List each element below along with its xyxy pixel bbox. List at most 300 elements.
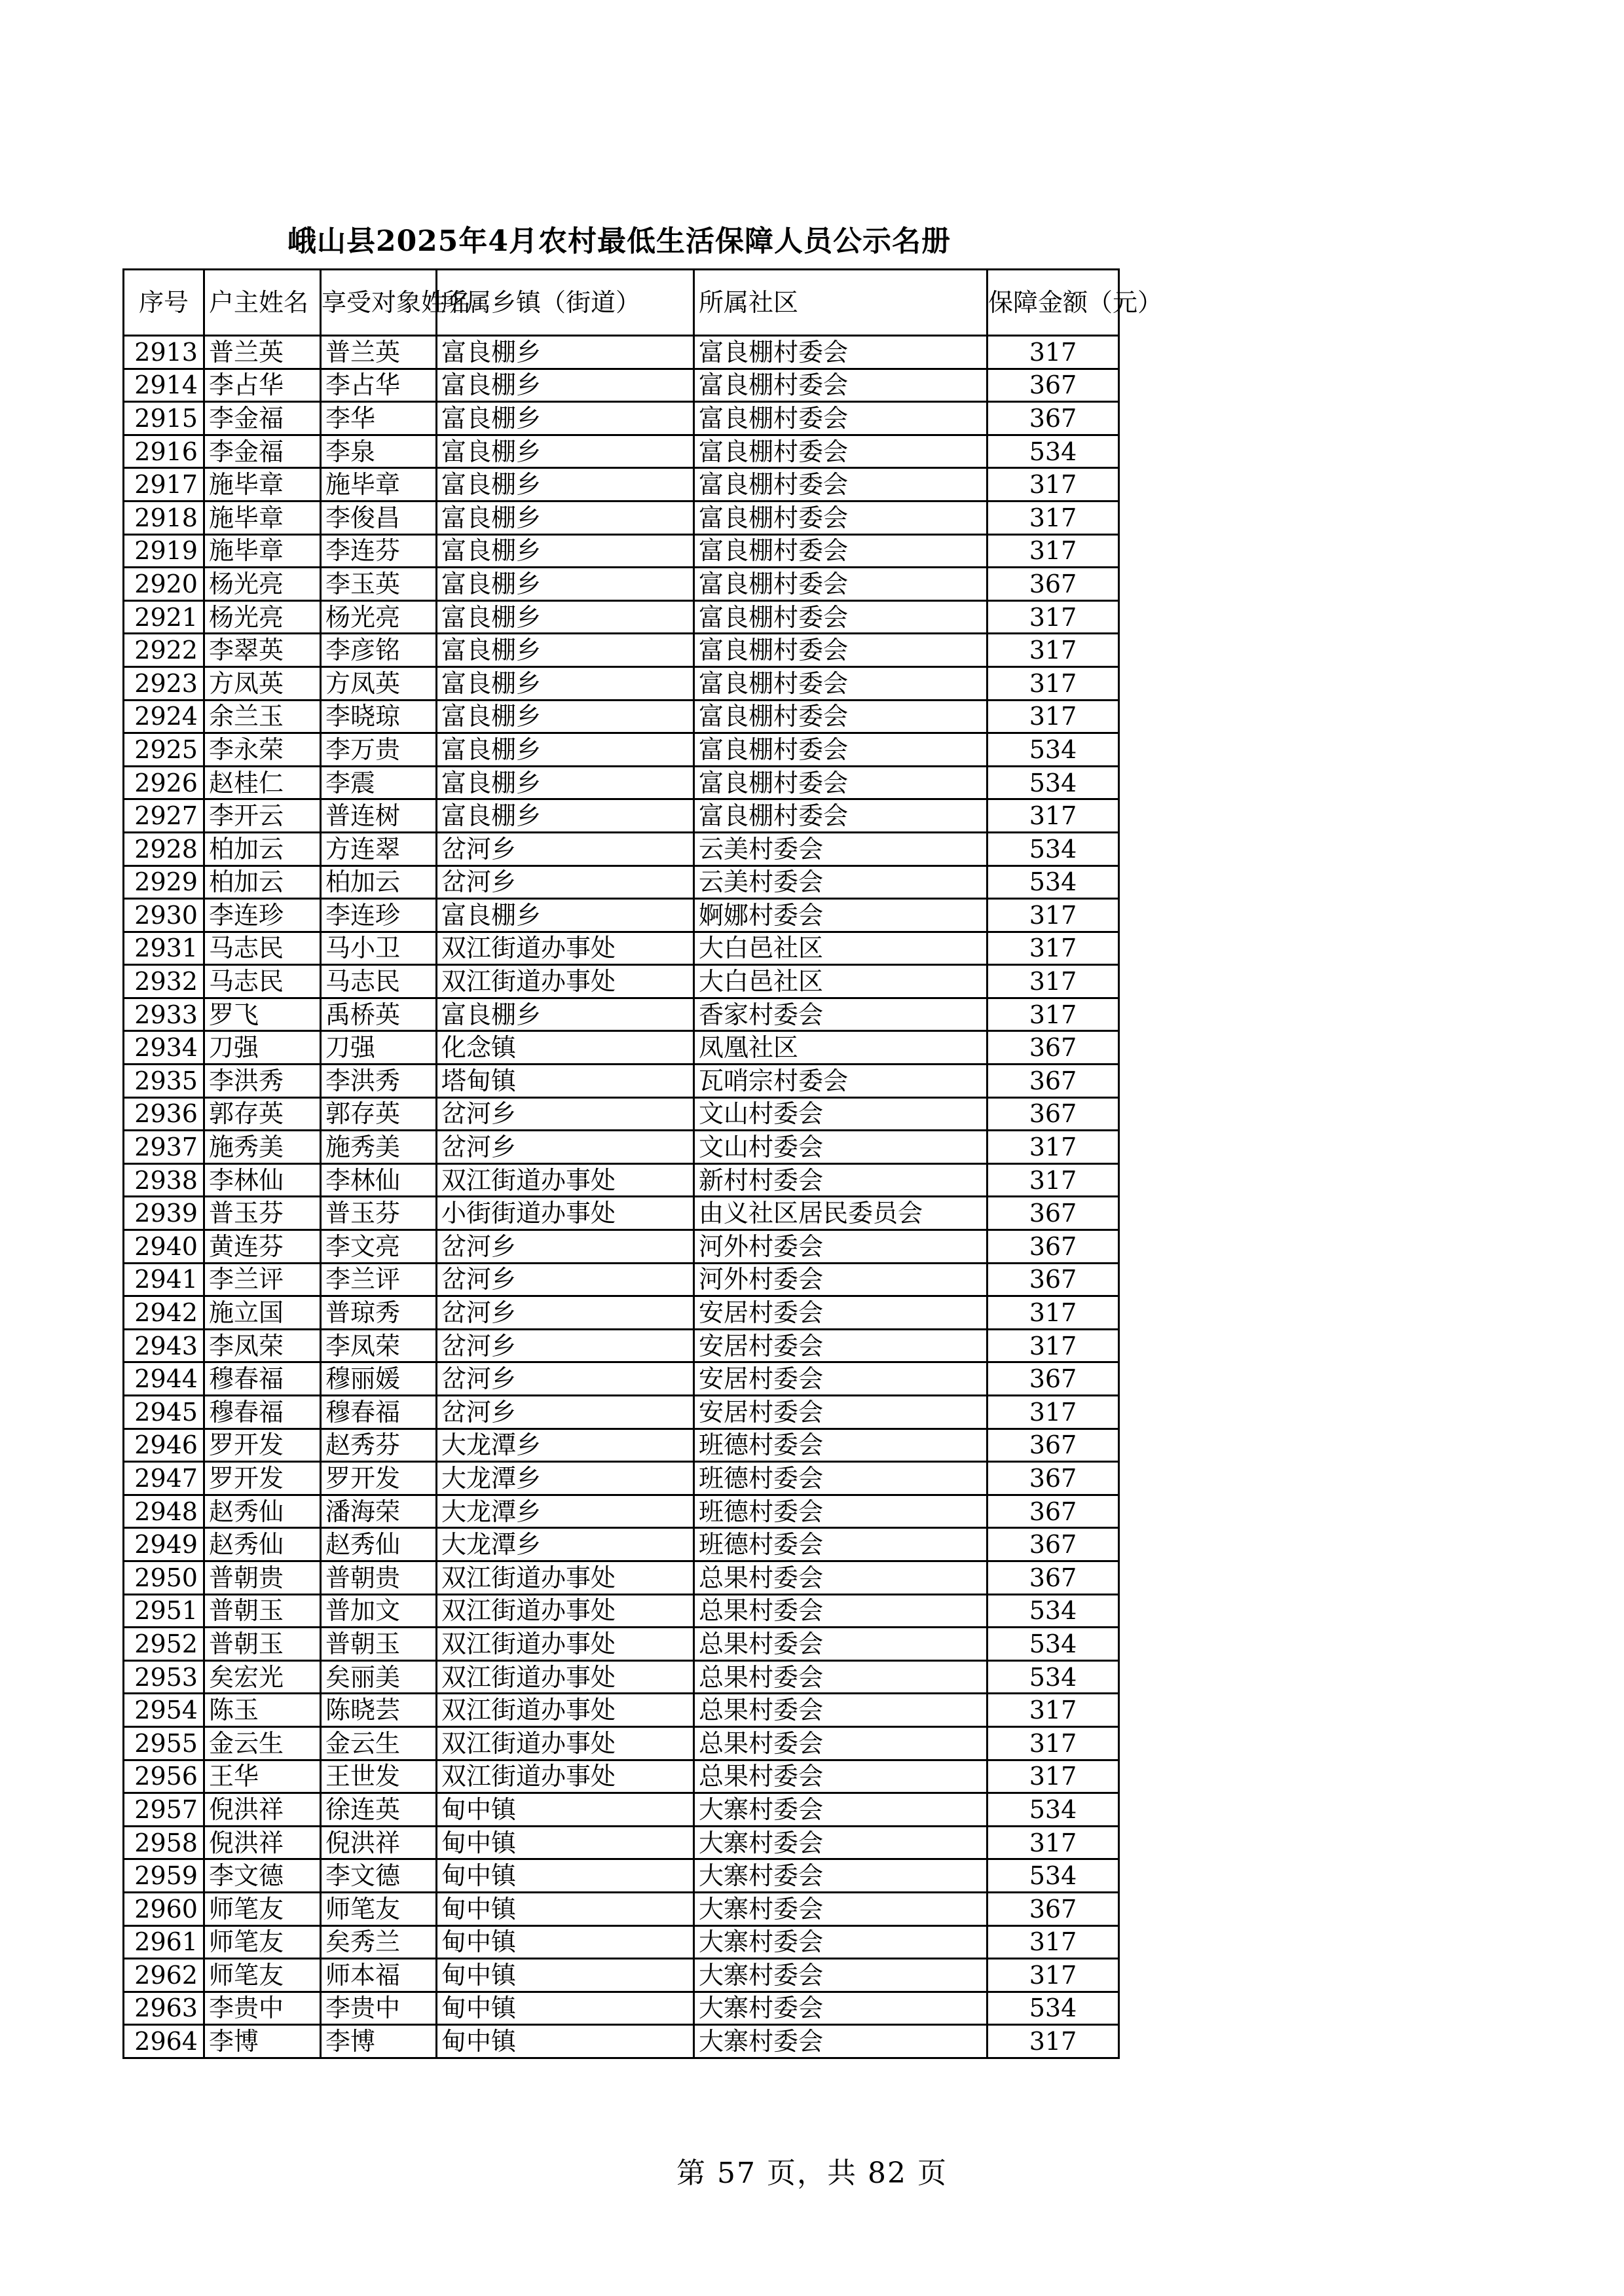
table-row: [124, 1362, 1119, 1396]
table-row: [124, 1296, 1119, 1330]
cell-community: 云美村委会: [694, 866, 987, 899]
table-row: [124, 1628, 1119, 1661]
cell-seq: 2953: [124, 1660, 204, 1694]
cell-beneficiary: 师本福: [321, 1959, 437, 1992]
cell-community: 班德村委会: [694, 1528, 987, 1561]
cell-amount: 534: [987, 1859, 1119, 1893]
cell-household-head: 施立国: [204, 1296, 321, 1330]
cell-amount: 367: [987, 1097, 1119, 1131]
cell-amount: 317: [987, 1396, 1119, 1429]
cell-township: 富良棚乡: [437, 799, 694, 833]
cell-beneficiary: 普连树: [321, 799, 437, 833]
cell-community: 安居村委会: [694, 1362, 987, 1396]
cell-community: 富良棚村委会: [694, 766, 987, 799]
table-row: [124, 1528, 1119, 1561]
cell-beneficiary: 普琼秀: [321, 1296, 437, 1330]
cell-township: 双江街道办事处: [437, 1694, 694, 1727]
cell-community: 大寨村委会: [694, 1826, 987, 1859]
cell-community: 富良棚村委会: [694, 468, 987, 501]
cell-beneficiary: 李连珍: [321, 899, 437, 932]
cell-township: 塔甸镇: [437, 1065, 694, 1098]
cell-seq: 2958: [124, 1826, 204, 1859]
cell-amount: 367: [987, 1263, 1119, 1296]
cell-seq: 2918: [124, 501, 204, 534]
cell-township: 富良棚乡: [437, 899, 694, 932]
table-row: [124, 666, 1119, 700]
cell-household-head: 李翠英: [204, 634, 321, 667]
cell-amount: 317: [987, 600, 1119, 634]
cell-community: 富良棚村委会: [694, 369, 987, 402]
cell-amount: 367: [987, 1065, 1119, 1098]
table-row: [124, 1031, 1119, 1065]
cell-amount: 317: [987, 965, 1119, 998]
cell-seq: 2920: [124, 568, 204, 601]
cell-seq: 2950: [124, 1561, 204, 1594]
table-body: [124, 336, 1119, 2058]
table-row: [124, 1197, 1119, 1230]
cell-household-head: 罗开发: [204, 1429, 321, 1462]
cell-household-head: 普朝贵: [204, 1561, 321, 1594]
cell-amount: 534: [987, 1628, 1119, 1661]
cell-seq: 2951: [124, 1594, 204, 1628]
cell-seq: 2930: [124, 899, 204, 932]
cell-beneficiary: 李万贵: [321, 733, 437, 767]
cell-community: 婀娜村委会: [694, 899, 987, 932]
cell-township: 富良棚乡: [437, 700, 694, 733]
cell-community: 总果村委会: [694, 1660, 987, 1694]
table-row: [124, 501, 1119, 534]
cell-seq: 2956: [124, 1760, 204, 1793]
cell-beneficiary: 李凤荣: [321, 1329, 437, 1362]
cell-community: 班德村委会: [694, 1495, 987, 1528]
cell-household-head: 方凤英: [204, 666, 321, 700]
cell-seq: 2962: [124, 1959, 204, 1992]
cell-township: 岔河乡: [437, 1296, 694, 1330]
cell-seq: 2922: [124, 634, 204, 667]
cell-beneficiary: 普朝玉: [321, 1628, 437, 1661]
table-row: [124, 1097, 1119, 1131]
cell-amount: 534: [987, 1793, 1119, 1827]
cell-seq: 2943: [124, 1329, 204, 1362]
cell-household-head: 黄连芬: [204, 1230, 321, 1264]
cell-beneficiary: 王世发: [321, 1760, 437, 1793]
cell-seq: 2959: [124, 1859, 204, 1893]
cell-beneficiary: 矣秀兰: [321, 1925, 437, 1959]
cell-community: 河外村委会: [694, 1263, 987, 1296]
cell-community: 河外村委会: [694, 1230, 987, 1264]
cell-township: 富良棚乡: [437, 733, 694, 767]
cell-township: 岔河乡: [437, 1329, 694, 1362]
cell-township: 富良棚乡: [437, 402, 694, 435]
table-row: [124, 1826, 1119, 1859]
cell-amount: 317: [987, 998, 1119, 1031]
cell-household-head: 普兰英: [204, 336, 321, 369]
cell-township: 富良棚乡: [437, 435, 694, 468]
cell-seq: 2944: [124, 1362, 204, 1396]
cell-township: 富良棚乡: [437, 634, 694, 667]
cell-seq: 2932: [124, 965, 204, 998]
table-row: [124, 766, 1119, 799]
cell-community: 凤凰社区: [694, 1031, 987, 1065]
cell-seq: 2942: [124, 1296, 204, 1330]
cell-community: 文山村委会: [694, 1097, 987, 1131]
cell-seq: 2952: [124, 1628, 204, 1661]
cell-amount: 317: [987, 700, 1119, 733]
cell-beneficiary: 马志民: [321, 965, 437, 998]
cell-seq: 2940: [124, 1230, 204, 1264]
cell-community: 安居村委会: [694, 1396, 987, 1429]
cell-beneficiary: 普朝贵: [321, 1561, 437, 1594]
cell-township: 大龙潭乡: [437, 1528, 694, 1561]
cell-seq: 2963: [124, 1992, 204, 2025]
header-seq: 序号: [124, 270, 204, 336]
cell-amount: 367: [987, 1528, 1119, 1561]
cell-household-head: 普朝玉: [204, 1628, 321, 1661]
cell-beneficiary: 李洪秀: [321, 1065, 437, 1098]
cell-amount: 534: [987, 866, 1119, 899]
table-row: [124, 1760, 1119, 1793]
cell-community: 新村村委会: [694, 1163, 987, 1197]
header-community: 所属社区: [694, 270, 987, 336]
cell-beneficiary: 赵秀芬: [321, 1429, 437, 1462]
cell-township: 岔河乡: [437, 832, 694, 866]
cell-township: 富良棚乡: [437, 501, 694, 534]
page-footer: 第 57 页，共 82 页: [676, 2157, 948, 2190]
cell-township: 岔河乡: [437, 1396, 694, 1429]
cell-amount: 534: [987, 1660, 1119, 1694]
cell-township: 富良棚乡: [437, 468, 694, 501]
cell-beneficiary: 普玉芬: [321, 1197, 437, 1230]
cell-amount: 317: [987, 1329, 1119, 1362]
cell-township: 甸中镇: [437, 1959, 694, 1992]
cell-amount: 534: [987, 766, 1119, 799]
cell-community: 大寨村委会: [694, 1992, 987, 2025]
cell-township: 化念镇: [437, 1031, 694, 1065]
cell-household-head: 李兰评: [204, 1263, 321, 1296]
cell-amount: 534: [987, 1594, 1119, 1628]
cell-seq: 2936: [124, 1097, 204, 1131]
table-row: [124, 2025, 1119, 2058]
cell-seq: 2948: [124, 1495, 204, 1528]
table-row: [124, 1131, 1119, 1164]
cell-community: 富良棚村委会: [694, 600, 987, 634]
cell-community: 大寨村委会: [694, 1859, 987, 1893]
table-row: [124, 965, 1119, 998]
cell-community: 大寨村委会: [694, 1925, 987, 1959]
cell-township: 甸中镇: [437, 1892, 694, 1925]
cell-amount: 317: [987, 666, 1119, 700]
table-row: [124, 534, 1119, 568]
cell-amount: 317: [987, 1959, 1119, 1992]
cell-beneficiary: 郭存英: [321, 1097, 437, 1131]
cell-household-head: 郭存英: [204, 1097, 321, 1131]
table-row: [124, 998, 1119, 1031]
cell-amount: 317: [987, 899, 1119, 932]
cell-household-head: 李占华: [204, 369, 321, 402]
table-row: [124, 336, 1119, 369]
cell-household-head: 罗飞: [204, 998, 321, 1031]
cell-household-head: 李开云: [204, 799, 321, 833]
table-row: [124, 1163, 1119, 1197]
cell-township: 双江街道办事处: [437, 1628, 694, 1661]
cell-household-head: 施毕章: [204, 534, 321, 568]
cell-township: 富良棚乡: [437, 766, 694, 799]
cell-community: 大寨村委会: [694, 1959, 987, 1992]
cell-household-head: 余兰玉: [204, 700, 321, 733]
table-row: [124, 369, 1119, 402]
cell-seq: 2960: [124, 1892, 204, 1925]
cell-beneficiary: 李晓琼: [321, 700, 437, 733]
cell-amount: 367: [987, 1462, 1119, 1495]
cell-community: 由义社区居民委员会: [694, 1197, 987, 1230]
cell-beneficiary: 李连芬: [321, 534, 437, 568]
table-row: [124, 435, 1119, 468]
cell-township: 岔河乡: [437, 1362, 694, 1396]
cell-amount: 317: [987, 1163, 1119, 1197]
table-row: [124, 1329, 1119, 1362]
cell-household-head: 普玉芬: [204, 1197, 321, 1230]
table-row: [124, 1992, 1119, 2025]
cell-beneficiary: 李震: [321, 766, 437, 799]
cell-township: 双江街道办事处: [437, 1163, 694, 1197]
table-row: [124, 1495, 1119, 1528]
cell-community: 安居村委会: [694, 1296, 987, 1330]
cell-amount: 367: [987, 1561, 1119, 1594]
cell-township: 甸中镇: [437, 1992, 694, 2025]
cell-beneficiary: 李泉: [321, 435, 437, 468]
cell-household-head: 李博: [204, 2025, 321, 2058]
table-row: [124, 1396, 1119, 1429]
header-row: [124, 270, 1119, 336]
cell-beneficiary: 罗开发: [321, 1462, 437, 1495]
cell-amount: 367: [987, 1495, 1119, 1528]
cell-township: 大龙潭乡: [437, 1429, 694, 1462]
cell-seq: 2923: [124, 666, 204, 700]
table-row: [124, 1925, 1119, 1959]
cell-community: 总果村委会: [694, 1628, 987, 1661]
cell-household-head: 施毕章: [204, 501, 321, 534]
cell-beneficiary: 李文德: [321, 1859, 437, 1893]
cell-household-head: 赵桂仁: [204, 766, 321, 799]
header-beneficiary: 享受对象姓名: [321, 270, 437, 336]
table-row: [124, 1793, 1119, 1827]
cell-household-head: 李永荣: [204, 733, 321, 767]
cell-seq: 2925: [124, 733, 204, 767]
header-household-head: 户主姓名: [204, 270, 321, 336]
cell-beneficiary: 潘海荣: [321, 1495, 437, 1528]
cell-amount: 317: [987, 468, 1119, 501]
cell-beneficiary: 李文亮: [321, 1230, 437, 1264]
cell-seq: 2916: [124, 435, 204, 468]
cell-household-head: 李凤荣: [204, 1329, 321, 1362]
cell-household-head: 穆春福: [204, 1396, 321, 1429]
cell-community: 总果村委会: [694, 1561, 987, 1594]
cell-amount: 317: [987, 799, 1119, 833]
cell-beneficiary: 李林仙: [321, 1163, 437, 1197]
cell-amount: 317: [987, 1694, 1119, 1727]
cell-township: 富良棚乡: [437, 600, 694, 634]
table-row: [124, 1263, 1119, 1296]
cell-community: 大白邑社区: [694, 932, 987, 965]
table-row: [124, 634, 1119, 667]
cell-beneficiary: 施秀美: [321, 1131, 437, 1164]
cell-community: 总果村委会: [694, 1760, 987, 1793]
cell-township: 双江街道办事处: [437, 1561, 694, 1594]
table-row: [124, 1594, 1119, 1628]
cell-household-head: 穆春福: [204, 1362, 321, 1396]
cell-seq: 2946: [124, 1429, 204, 1462]
table-row: [124, 1462, 1119, 1495]
cell-community: 香家村委会: [694, 998, 987, 1031]
cell-community: 总果村委会: [694, 1594, 987, 1628]
cell-seq: 2933: [124, 998, 204, 1031]
table-row: [124, 568, 1119, 601]
cell-amount: 367: [987, 1031, 1119, 1065]
cell-beneficiary: 李占华: [321, 369, 437, 402]
cell-amount: 534: [987, 435, 1119, 468]
cell-community: 富良棚村委会: [694, 700, 987, 733]
cell-township: 岔河乡: [437, 1263, 694, 1296]
cell-beneficiary: 徐连英: [321, 1793, 437, 1827]
cell-household-head: 杨光亮: [204, 600, 321, 634]
cell-household-head: 李文德: [204, 1859, 321, 1893]
cell-township: 甸中镇: [437, 1793, 694, 1827]
cell-community: 富良棚村委会: [694, 435, 987, 468]
table-row: [124, 1230, 1119, 1264]
cell-township: 岔河乡: [437, 1097, 694, 1131]
cell-community: 安居村委会: [694, 1329, 987, 1362]
cell-township: 岔河乡: [437, 1131, 694, 1164]
cell-seq: 2924: [124, 700, 204, 733]
cell-beneficiary: 马小卫: [321, 932, 437, 965]
table-row: [124, 832, 1119, 866]
cell-seq: 2929: [124, 866, 204, 899]
cell-amount: 534: [987, 1992, 1119, 2025]
cell-community: 富良棚村委会: [694, 402, 987, 435]
cell-amount: 534: [987, 832, 1119, 866]
header-amount: 保障金额（元）: [987, 270, 1119, 336]
cell-household-head: 普朝玉: [204, 1594, 321, 1628]
cell-township: 双江街道办事处: [437, 965, 694, 998]
cell-beneficiary: 穆丽媛: [321, 1362, 437, 1396]
cell-seq: 2915: [124, 402, 204, 435]
cell-beneficiary: 杨光亮: [321, 600, 437, 634]
cell-seq: 2954: [124, 1694, 204, 1727]
cell-amount: 367: [987, 1429, 1119, 1462]
cell-amount: 317: [987, 634, 1119, 667]
cell-amount: 317: [987, 2025, 1119, 2058]
cell-household-head: 李金福: [204, 435, 321, 468]
cell-amount: 317: [987, 1726, 1119, 1760]
cell-household-head: 师笔友: [204, 1959, 321, 1992]
cell-seq: 2914: [124, 369, 204, 402]
cell-seq: 2964: [124, 2025, 204, 2058]
cell-township: 富良棚乡: [437, 336, 694, 369]
cell-township: 岔河乡: [437, 1230, 694, 1264]
cell-township: 岔河乡: [437, 866, 694, 899]
table-row: [124, 468, 1119, 501]
cell-amount: 367: [987, 1892, 1119, 1925]
cell-beneficiary: 矣丽美: [321, 1660, 437, 1694]
cell-seq: 2961: [124, 1925, 204, 1959]
cell-community: 瓦哨宗村委会: [694, 1065, 987, 1098]
cell-community: 班德村委会: [694, 1462, 987, 1495]
table-row: [124, 1859, 1119, 1893]
cell-community: 总果村委会: [694, 1726, 987, 1760]
cell-household-head: 刀强: [204, 1031, 321, 1065]
cell-amount: 317: [987, 1925, 1119, 1959]
header-township: 所属乡镇（街道）: [437, 270, 694, 336]
cell-household-head: 师笔友: [204, 1892, 321, 1925]
cell-seq: 2926: [124, 766, 204, 799]
cell-seq: 2941: [124, 1263, 204, 1296]
cell-household-head: 马志民: [204, 965, 321, 998]
cell-beneficiary: 李彦铭: [321, 634, 437, 667]
cell-beneficiary: 施毕章: [321, 468, 437, 501]
cell-amount: 317: [987, 501, 1119, 534]
table-row: [124, 733, 1119, 767]
cell-seq: 2937: [124, 1131, 204, 1164]
cell-township: 富良棚乡: [437, 568, 694, 601]
cell-amount: 534: [987, 733, 1119, 767]
cell-amount: 317: [987, 1296, 1119, 1330]
table-row: [124, 1959, 1119, 1992]
cell-beneficiary: 穆春福: [321, 1396, 437, 1429]
cell-community: 文山村委会: [694, 1131, 987, 1164]
cell-beneficiary: 李博: [321, 2025, 437, 2058]
cell-beneficiary: 李兰评: [321, 1263, 437, 1296]
table-row: [124, 866, 1119, 899]
cell-household-head: 柏加云: [204, 832, 321, 866]
cell-township: 双江街道办事处: [437, 932, 694, 965]
cell-beneficiary: 普加文: [321, 1594, 437, 1628]
cell-beneficiary: 方凤英: [321, 666, 437, 700]
cell-beneficiary: 刀强: [321, 1031, 437, 1065]
table-row: [124, 1660, 1119, 1694]
cell-household-head: 李贵中: [204, 1992, 321, 2025]
cell-township: 双江街道办事处: [437, 1660, 694, 1694]
cell-beneficiary: 普兰英: [321, 336, 437, 369]
table-row: [124, 932, 1119, 965]
cell-household-head: 倪洪祥: [204, 1793, 321, 1827]
cell-amount: 317: [987, 932, 1119, 965]
cell-seq: 2945: [124, 1396, 204, 1429]
cell-community: 云美村委会: [694, 832, 987, 866]
cell-amount: 367: [987, 402, 1119, 435]
cell-beneficiary: 李贵中: [321, 1992, 437, 2025]
cell-community: 富良棚村委会: [694, 501, 987, 534]
cell-household-head: 李林仙: [204, 1163, 321, 1197]
cell-beneficiary: 倪洪祥: [321, 1826, 437, 1859]
cell-beneficiary: 陈晓芸: [321, 1694, 437, 1727]
cell-seq: 2949: [124, 1528, 204, 1561]
cell-community: 总果村委会: [694, 1694, 987, 1727]
cell-community: 富良棚村委会: [694, 666, 987, 700]
table-row: [124, 1561, 1119, 1594]
cell-beneficiary: 李俊昌: [321, 501, 437, 534]
cell-beneficiary: 赵秀仙: [321, 1528, 437, 1561]
cell-community: 富良棚村委会: [694, 568, 987, 601]
cell-community: 大寨村委会: [694, 2025, 987, 2058]
cell-seq: 2955: [124, 1726, 204, 1760]
cell-beneficiary: 禹桥英: [321, 998, 437, 1031]
cell-township: 甸中镇: [437, 2025, 694, 2058]
cell-amount: 317: [987, 1131, 1119, 1164]
cell-community: 大寨村委会: [694, 1892, 987, 1925]
cell-beneficiary: 师笔友: [321, 1892, 437, 1925]
cell-seq: 2921: [124, 600, 204, 634]
cell-community: 富良棚村委会: [694, 733, 987, 767]
